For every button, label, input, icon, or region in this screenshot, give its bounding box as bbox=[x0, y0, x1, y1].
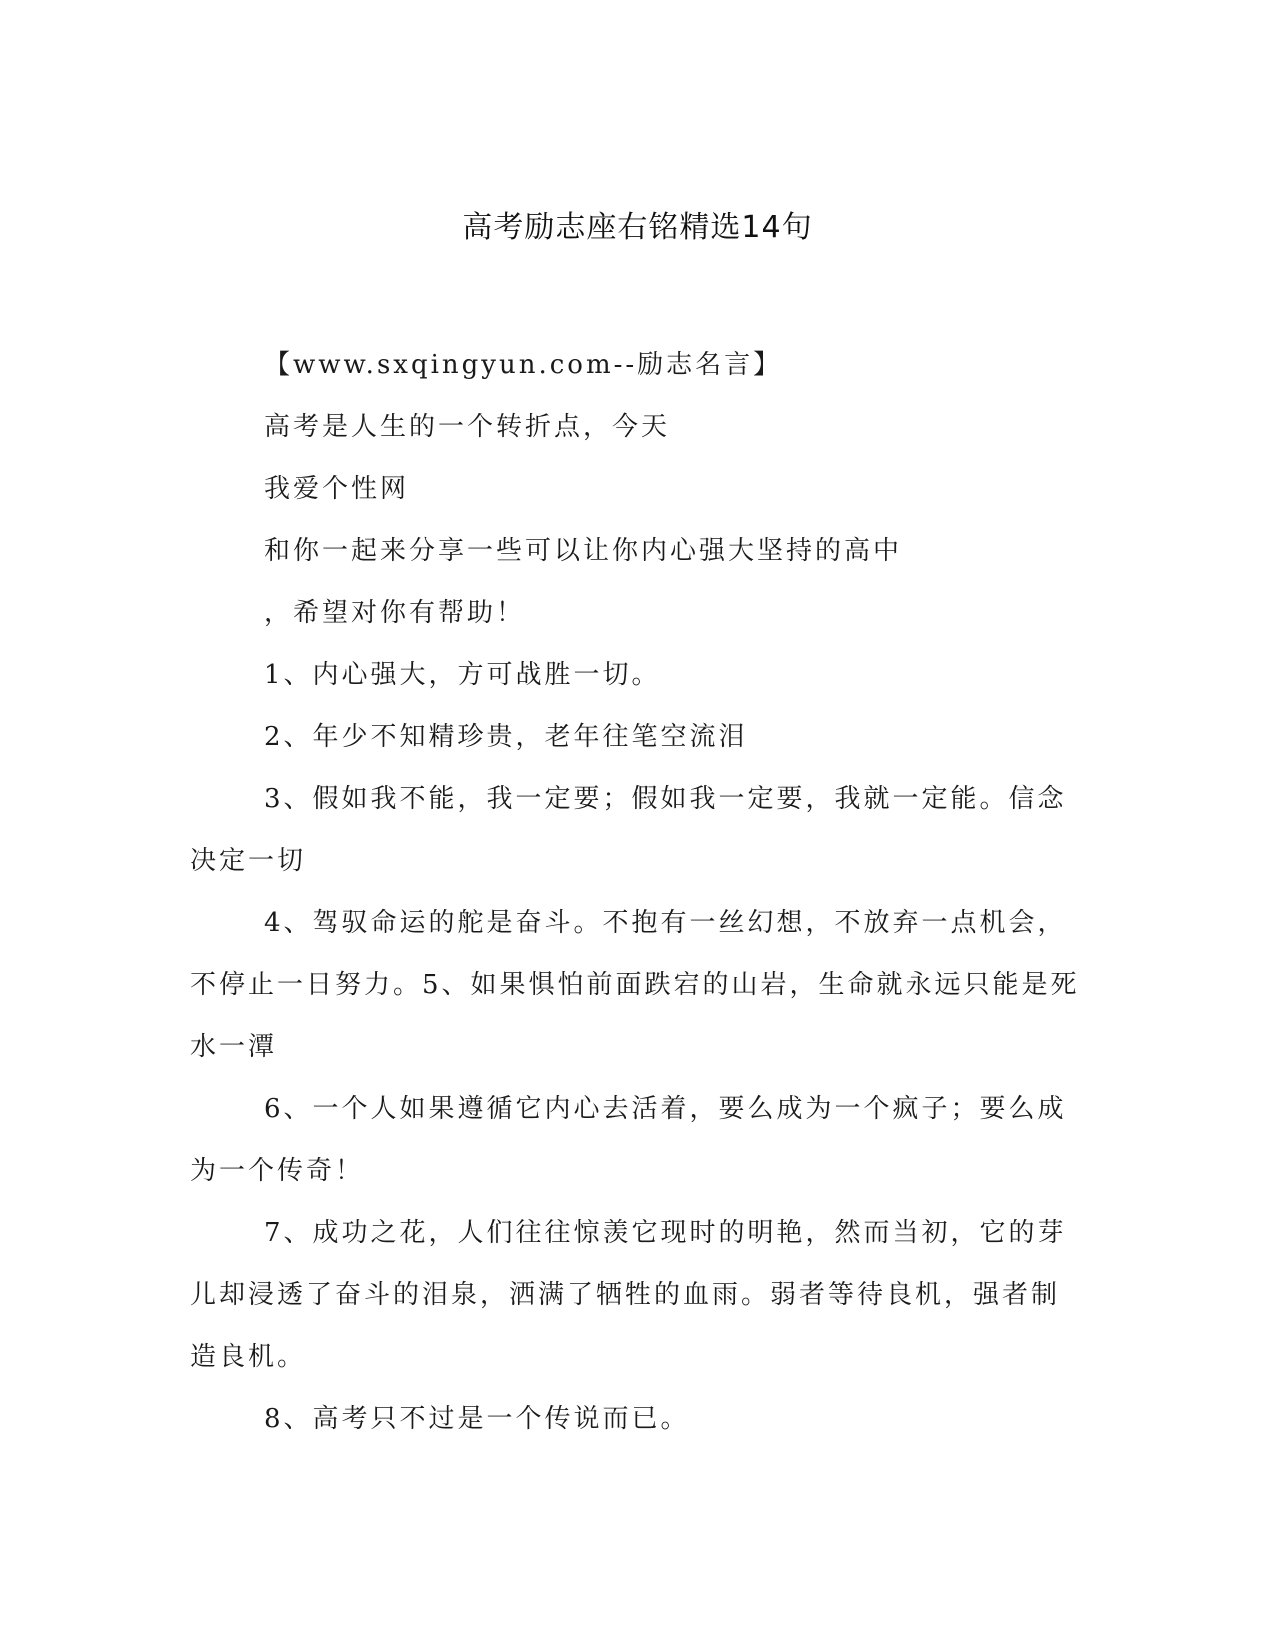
quote-line: 造良机。 bbox=[190, 1342, 307, 1372]
intro-line: 我爱个性网 bbox=[264, 474, 410, 504]
quote-line: 6、一个人如果遵循它内心去活着，要么成为一个疯子；要么成 bbox=[264, 1094, 1067, 1124]
quote-line: 8、高考只不过是一个传说而已。 bbox=[264, 1404, 690, 1434]
quote-line: 3、假如我不能，我一定要；假如我一定要，我就一定能。信念 bbox=[264, 784, 1067, 814]
quote-line: 4、驾驭命运的舵是奋斗。不抱有一丝幻想，不放弃一点机会， bbox=[264, 908, 1067, 938]
quote-item-7 bbox=[190, 1202, 1080, 1388]
quote-line: 决定一切 bbox=[190, 846, 307, 876]
document-body bbox=[190, 334, 1080, 1450]
quote-item-4 bbox=[190, 892, 1080, 1078]
intro-line: ，希望对你有帮助！ bbox=[264, 598, 526, 628]
quote-item-2 bbox=[190, 706, 1080, 768]
quote-line: 1、内心强大，方可战胜一切。 bbox=[264, 660, 661, 690]
quote-item-6 bbox=[190, 1078, 1080, 1202]
intro-line: 高考是人生的一个转折点，今天 bbox=[264, 412, 671, 442]
quote-line: 7、成功之花，人们往往惊羡它现时的明艳，然而当初，它的芽 bbox=[264, 1218, 1067, 1248]
quote-item-8 bbox=[190, 1388, 1080, 1450]
quote-line: 不停止一日努力。5、如果惧怕前面跌宕的山岩，生命就永远只能是死 bbox=[190, 970, 1080, 1000]
quote-item-3 bbox=[190, 768, 1080, 892]
quote-line: 2、年少不知精珍贵，老年往笔空流泪 bbox=[264, 722, 748, 752]
quote-item-1 bbox=[190, 644, 1080, 706]
quote-line: 为一个传奇！ bbox=[190, 1156, 365, 1186]
quote-line: 儿却浸透了奋斗的泪泉，洒满了牺牲的血雨。弱者等待良机，强者制 bbox=[190, 1280, 1061, 1310]
document-title: 高考励志座右铭精选14句 bbox=[462, 210, 813, 245]
intro-line: 和你一起来分享一些可以让你内心强大坚持的高中 bbox=[264, 536, 903, 566]
quote-line: 水一潭 bbox=[190, 1032, 278, 1062]
source-link-line: 【www.sxqingyun.com--励志名言】 bbox=[264, 350, 783, 380]
